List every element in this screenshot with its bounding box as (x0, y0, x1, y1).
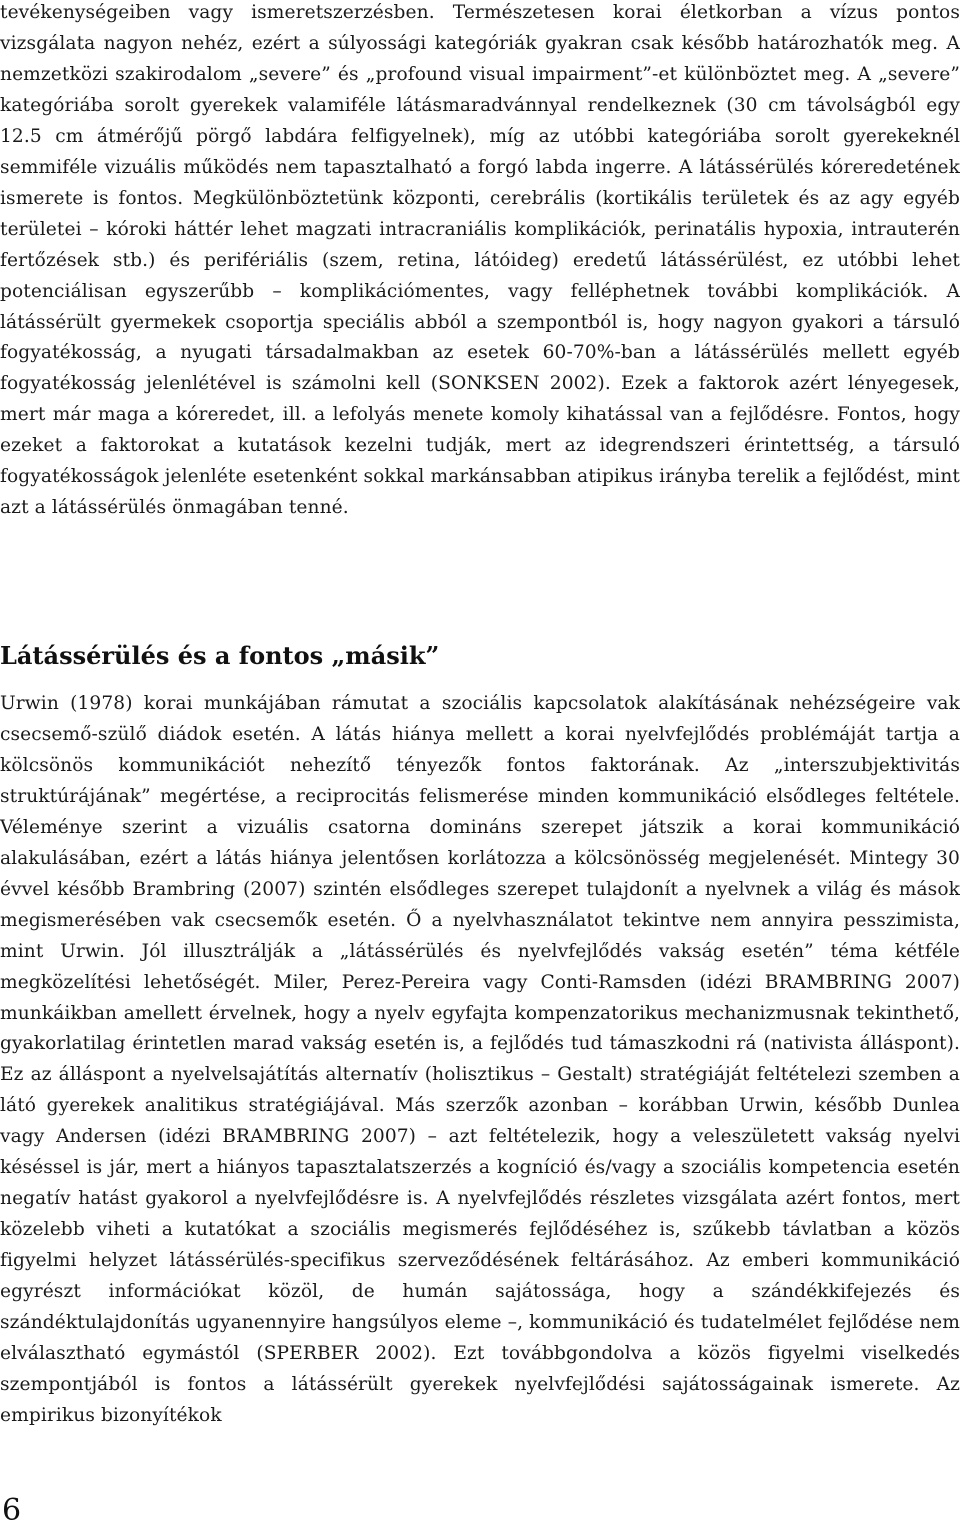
body-paragraph-1: tevékenységeiben vagy ismeretszerzésben. Természetesen korai életkorban a vízus pontos vizsgálata nagyon nehéz, ezért a súlyossági kategóriák gyakran csak később határozhatók meg. A nemzetközi szakirodalom „severe” és „profound visual impairment”-et különböztet meg. A „severe” kategóriába sorolt gyerekek valamiféle látásmaradvánnyal rendelkeznek (30 cm távolságból egy 12.5 cm átmérőjű pörgő labdára felfigyelnek), míg az utóbbi kategóriába sorolt gyerekeknél semmiféle vizuális működés nem tapasztalható a forgó labda ingerre. A látássérülés kóreredetének ismerete is fontos. Megkülönböztetünk központi, cerebrális (kortikális területek és az agy egyéb területei – kóroki háttér lehet magzati intracraniális komplikációk, perinatális hypoxia, intrauterén fertőzések stb.) és perifériális (szem, retina, látóideg) eredetű látássérülést, ez utóbbi lehet potenciálisan egyszerűbb – komplikációmentes, vagy felléphetnek további komplikációk. A látássérült gyermekek csoportja speciális abból a szempontból is, hogy nagyon gyakori a társuló fogyatékosság, a nyugati társadalmakban az esetek 60-70%-ban a látássérülés mellett egyéb fogyatékosság jelenlétével is számolni kell (SONKSEN 2002). Ezek a faktorok azért lényegesek, mert már maga a kóreredet, ill. a lefolyás menete komoly kihatással van a fejlődésre. Fontos, hogy ezeket a faktorokat a kutatások kezelni tudják, mert az idegrendszeri érintettség, a társuló fogyatékosságok jelenléte esetenként sokkal markánsabban atipikus irányba terelik a fejlődést, mint azt a látássérülés önmagában tenné. (0, 2, 960, 519)
page-number: 6 (2, 1493, 22, 1528)
body-paragraph-2: Urwin (1978) korai munkájában rámutat a szociális kapcsolatok alakításának nehézségeire vak csecsemő-szülő diádok esetén. A látás hiánya mellett a korai nyelvfejlődés problémáját tartja a kölcsönös kommunikációt nehezítő tényezők fontos faktorának. Az „interszubjektivitás struktúrájának” megértése, a reciprocitás felismerése minden kommunikáció elsődleges feltétele. Véleménye szerint a vizuális csatorna domináns szerepet játszik a korai kommunikáció alakulásában, ezért a látás hiánya jelentősen korlátozza a kölcsönösség megjelenését. Mintegy 30 évvel később Brambring (2007) szintén elsődleges szerepet tulajdonít a nyelvnek a világ és mások megismerésében vak csecsemők esetén. Ő a nyelvhasználatot tekintve nem annyira pesszimista, mint Urwin. Jól illusztrálják a „látássérülés és nyelvfejlődés vakság esetén” téma kétféle megközelítési lehetőségét. Miler, Perez-Pereira vagy Conti-Ramsden (idézi BRAMBRING 2007) munkáikban amellett érvelnek, hogy a nyelv egyfajta kompenzatorikus mechanizmusnak tekinthető, gyakorlatilag érintetlen marad vakság esetén is, a fejlődés tud támaszkodni rá (nativista álláspont). Ez az álláspont a nyelvelsajátítás alternatív (holisztikus – Gestalt) stratégiáját feltételezi szemben a látó gyerekek analitikus stratégiájával. Más szerzők azonban – korábban Urwin, később Dunlea vagy Andersen (idézi BRAMBRING 2007) – azt feltételezik, hogy a veleszületett vakság nyelvi késéssel is jár, mert a hiányos tapasztalatszerzés a kogníció és/vagy a szociális kompetencia esetén negatív hatást gyakorol a nyelvfejlődésre is. A nyelvfejlődés részletes vizsgálata azért fontos, mert közelebb viheti a kutatókat a szociális megismerés fejlődéséhez is, szűkebb távlatban a közös figyelmi helyzet látássérülés-specifikus szerveződésének feltárásához. Az emberi kommunikáció egyrészt információkat közöl, de humán sajátossága, hogy a szándékkifejezés és szándéktulajdonítás ugyanennyire hangsúlyos eleme –, kommunikáció és tudatelmélet fejlődése nem elválasztható egymástól (SPERBER 2002). Ezt továbbgondolva a közös figyelmi viselkedés szempontjából is fontos a látássérült gyerekek nyelvfejlődési sajátosságainak ismerete. Az empirikus bizonyítékok (0, 693, 960, 1426)
section-heading: Látássérülés és a fontos „másik” (0, 641, 440, 670)
